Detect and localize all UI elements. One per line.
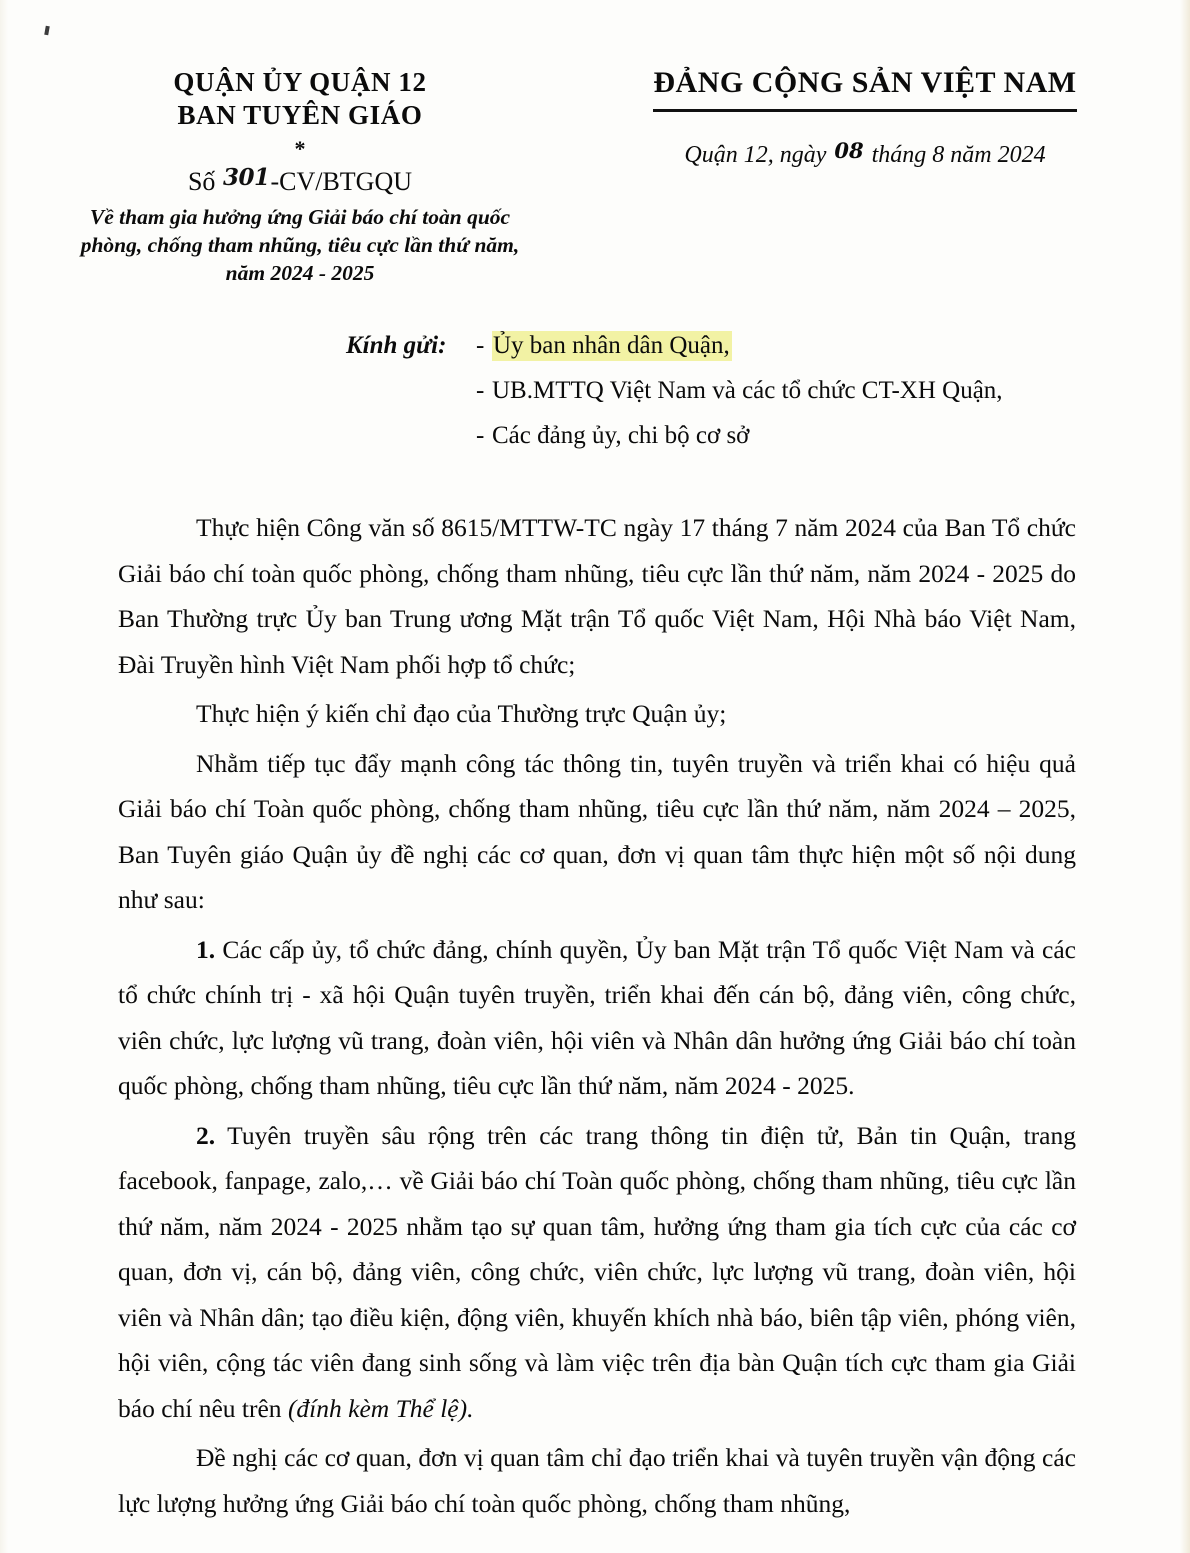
body-paragraph-1: Thực hiện Công văn số 8615/MTTW-TC ngày 17 tháng 7 năm 2024 của Ban Tổ chức Giải báo chí toàn quốc phòng, chống tham nhũng, tiêu cực lần thứ năm, năm 2024 - 2025 do Ban Thường trực Ủy ban Trung ương Mặt trận Tổ quốc Việt Nam, Hội Nhà báo Việt Nam, Đài Truyền hình Việt Nam phối hợp tổ chức;: [118, 513, 1076, 679]
body-paragraph-3: Nhằm tiếp tục đẩy mạnh công tác thông tin, tuyên truyền và triển khai có hiệu quả Giải báo chí Toàn quốc phòng, chống tham nhũng, tiêu cực lần thứ năm, năm 2024 – 2025, Ban Tuyên giáo Quận ủy đề nghị các cơ quan, đơn vị quan tâm thực hiện một số nội dung như sau:: [118, 748, 1076, 914]
document-header: [0, 66, 1190, 288]
issuing-org-line2: BAN TUYÊN GIÁO: [177, 99, 423, 130]
recipient-item-2: [476, 375, 1003, 407]
date-day-handwritten: 08: [834, 138, 864, 163]
recipient-item-1: [476, 330, 732, 362]
numbered-item-2-attachment-note: (đính kèm Thể lệ).: [287, 1393, 474, 1423]
recipient-dash: -: [476, 377, 485, 404]
recipient-dash: -: [476, 332, 485, 359]
issuing-org-line1: QUẬN ỦY QUẬN 12: [173, 67, 427, 97]
numbered-item-1-marker: 1.: [196, 934, 216, 964]
recipient-row: [346, 375, 1106, 407]
recipient-label: Kính gửi:: [346, 332, 447, 359]
numbered-item-2-text: Tuyên truyền sâu rộng trên các trang thông tin điện tử, Bản tin Quận, trang facebook, fanpage, zalo,… về Giải báo chí Toàn quốc phòng, chống tham nhũng, tiêu cực lần thứ năm, năm 2024 - 2025 nhằm tạo sự quan tâm, hưởng ứng tham gia tích cực của các cơ quan, đơn vị, cán bộ, đảng viên, công chức, viên chức, lực lượng vũ trang, đoàn viên, hội viên và Nhân dân; tạo điều kiện, động viên, khuyến khích nhà báo, biên tập viên, phóng viên, hội viên, cộng tác viên đang sinh sống và làm việc trên địa bàn Quận tích cực tham gia Giải báo chí nêu trên: [118, 1120, 1076, 1423]
document-number: [20, 163, 580, 197]
recipient-dash: -: [476, 422, 485, 449]
national-heading-block: [580, 66, 1150, 169]
recipient-row: [346, 330, 1106, 362]
place-date-prefix: Quận 12, ngày: [684, 142, 827, 168]
recipient-item-3-text: Các đảng ủy, chi bộ cơ sở: [492, 422, 750, 449]
numbered-item-1: [118, 927, 1076, 1109]
recipient-block: [346, 330, 1106, 465]
recipient-item-1-text: Ủy ban nhân dân Quận,: [493, 332, 730, 359]
closing-paragraph: Đề nghị các cơ quan, đơn vị quan tâm chỉ đạo triển khai và tuyên truyền vận động các lực lượng hưởng ứng Giải báo chí toàn quốc phòng, chống tham nhũng,: [118, 1443, 1076, 1518]
numbered-item-1-text: Các cấp ủy, tổ chức đảng, chính quyền, Ủy ban Mặt trận Tổ quốc Việt Nam và các tổ chức chính trị - xã hội Quận tuyên truyền, triển khai đến cán bộ, đảng viên, công chức, viên chức, lực lượng vũ trang, đoàn viên, hội viên và Nhân dân hưởng ứng Giải báo chí toàn quốc phòng, chống tham nhũng, tiêu cực lần thứ năm, năm 2024 - 2025.: [118, 934, 1076, 1100]
place-date-suffix: tháng 8 năm 2024: [871, 142, 1046, 168]
recipient-item-3: [476, 420, 749, 452]
recipient-item-2-text: UB.MTTQ Việt Nam và các tổ chức CT-XH Quận,: [492, 377, 1003, 404]
document-number-prefix: Số: [187, 166, 216, 196]
place-and-date: [580, 138, 1150, 169]
document-number-handwritten: 301: [222, 163, 270, 191]
numbered-item-2-marker: 2.: [196, 1120, 216, 1150]
document-body: [118, 505, 1076, 1530]
recipient-row: [346, 420, 1106, 452]
scan-artifact-speck: [44, 26, 50, 36]
national-title: ĐẢNG CỘNG SẢN VIỆT NAM: [653, 66, 1076, 112]
document-subject-line3: năm 2024 - 2025: [225, 260, 375, 285]
numbered-item-2: [118, 1113, 1076, 1432]
document-subject-line1: Về tham gia hưởng ứng Giải báo chí toàn quốc: [89, 205, 511, 230]
document-subject: [20, 204, 580, 288]
body-paragraph-2: Thực hiện ý kiến chỉ đạo của Thường trực Quận ủy;: [196, 699, 727, 728]
issuing-authority-block: [0, 66, 580, 288]
document-number-suffix: -CV/BTGQU: [270, 166, 413, 196]
document-subject-line2: phòng, chống tham nhũng, tiêu cực lần thứ năm,: [80, 233, 520, 257]
asterisk-separator: *: [294, 135, 306, 161]
